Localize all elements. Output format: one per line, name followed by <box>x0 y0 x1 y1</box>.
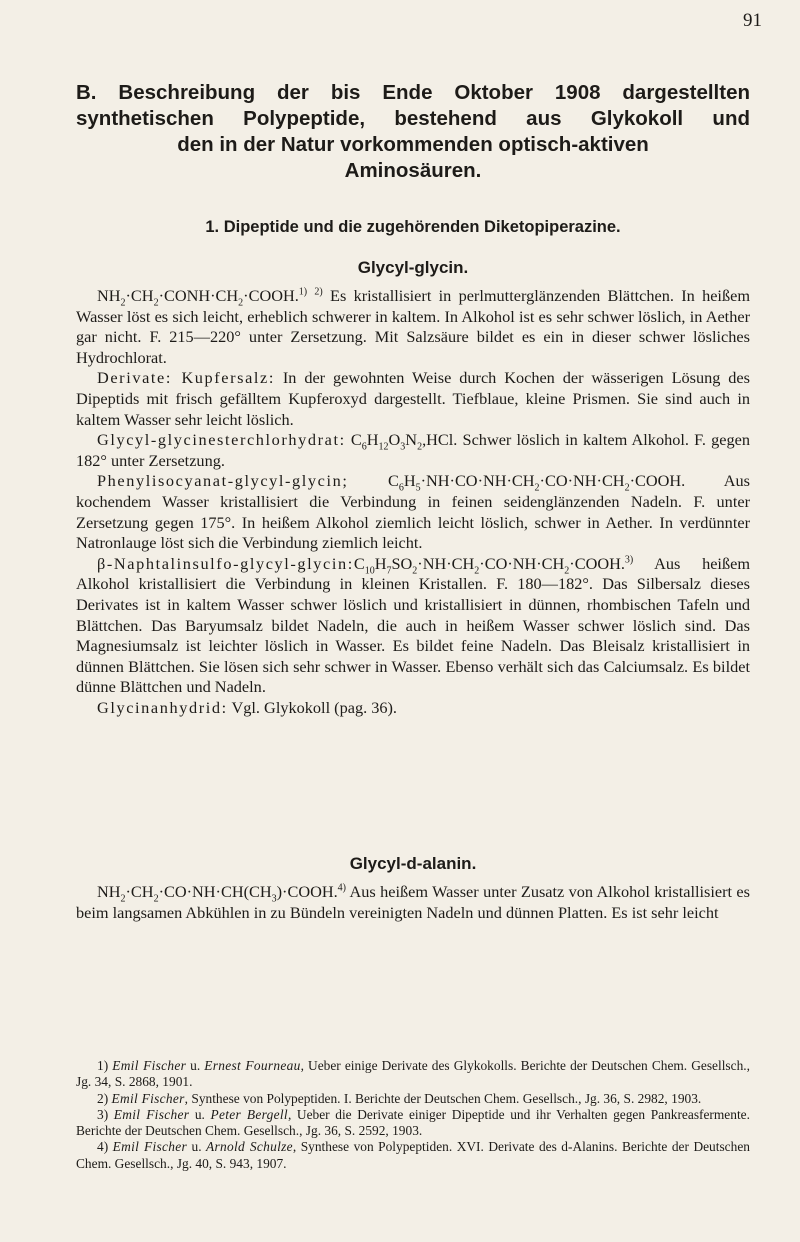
footnote-ref: 3) <box>624 554 634 566</box>
section-title-line: B. Beschreibung der bis Ende Oktober 1908 dargestellten <box>76 81 750 104</box>
subsection-title: 1. Dipeptide und die zugehörenden Diketopiperazine. <box>205 218 621 236</box>
paragraph-naphtalinsulfo: $\beta-Naphtalinsulfo-glycyl-glycin:C_{10}H_7SO_2\cdot NH\cdot CH_2\cdot CO\cdot NH\cdot CH_2\cdot COOH.^{3)}$ Aus heißem Alkohol kristallisiert die Verbindung in kleinen Kristallen. F. 180—182°. Das Silbersalz dieses Derivates ist in kaltem Wasser schwer löslich und kristallisiert in dünnen, rhombischen Tafeln und Blättchen. Das Baryumsalz bildet Nadeln, die auch in heißem Wasser schwer löslich sind. Das Magnesiumsalz ist leichter löslich in Wasser. Es bildet feine Nadeln. Das Bleisalz kristallisiert in dünnen Blättchen. Sie lösen sich sehr schwer in Wasser. Ebenso verhält sich das Calciumsalz. Es bildet dünne Blättchen und Nadeln. <box>76 553 750 697</box>
section-title-line: den in der Natur vorkommenden optisch-aktiven <box>177 133 649 156</box>
compound-title-glycyl-glycin: Glycyl-glycin. <box>357 258 469 277</box>
footnote: 4) Emil Fischer u. Arnold Schulze, Synthese von Polypeptiden. XVI. Derivate des d-Alanins. Berichte der Deutschen Chem. Gesellsch., Jg. 40, S. 943, 1907. <box>76 1139 750 1171</box>
paragraph-glycyl-alanin: $NH_2\cdot CH_2\cdot CO\cdot NH\cdot CH(CH_3)\cdot COOH.^{4)}$ Aus heißem Wasser unter Zusatz von Alkohol kristallisiert es beim langsamen Abkühlen in zu Bündeln vereinigten Nadeln und dünnen Platten. Es ist sehr leicht <box>76 882 750 922</box>
footnote-ref: 1) <box>298 286 308 298</box>
compound-title-glycyl-d-alanin: Glycyl-d-alanin. <box>349 854 477 873</box>
paragraph-phenylisocyanat: Phenylisocyanat-glycyl-glycin; $C_6H_5\cdot NH\cdot CO\cdot NH\cdot CH_2\cdot CO\cdot NH\cdot CH_2\cdot COOH$. Aus kochendem Wasser kristallisiert die Verbindung in feinen seidenglänzenden Nadeln. F. unter Zersetzung gegen 175°. In heißem Alkohol ziemlich leicht löslich, schwer in Aether. In verdünnter Natronlauge löst sich die Verbindung ziemlich leicht. <box>76 471 751 553</box>
section-title <box>76 80 750 184</box>
section-title-line: synthetischen Polypeptide, bestehend aus Glykokoll und <box>76 107 750 130</box>
footnote-ref: 2) <box>314 286 323 298</box>
glycyl-alanin-text <box>76 882 750 923</box>
glycyl-glycin-text <box>76 286 750 718</box>
page-number: 91 <box>743 10 762 31</box>
paragraph-derivate: Derivate: Kupfersalz: In der gewohnten Weise durch Kochen der wässerigen Lösung des Dipeptids mit frisch gefälltem Kupferoxyd dargestellt. Tiefblaue, kleine Prismen. Sie sind auch in kaltem Wasser sehr leicht löslich. <box>76 368 750 429</box>
footnote: 3) Emil Fischer u. Peter Bergell, Ueber die Derivate einiger Dipeptide und ihr Verhalten gegen Pankreasfermente. Berichte der Deutschen Chem. Gesellsch., Jg. 36, S. 2592, 1903. <box>76 1106 750 1139</box>
paragraph-intro: $NH_2\cdot CH_2\cdot CONH\cdot CH_2\cdot COOH.^{1)}$ $^{2)}$ Es kristallisiert in perlmutterglänzenden Blättchen. In heißem Wasser löst es sich leicht, erheblich schwerer in kaltem. In Alkohol ist es sehr schwer löslich, in Aether gar nicht. F. 215—220° unter Zersetzung. Mit Salzsäure bildet es ein in dieser schwer lösliches Hydrochlorat. <box>76 286 750 367</box>
paragraph-ester: Glycyl-glycinesterchlorhydrat: $C_6H_{12}O_3N_2,HCl$. Schwer löslich in kaltem Alkohol. F. gegen 182° unter Zersetzung. <box>76 430 750 470</box>
footnotes <box>76 1058 750 1172</box>
section-title-line: Aminosäuren. <box>344 159 482 182</box>
footnote: 2) Emil Fischer, Synthese von Polypeptiden. I. Berichte der Deutschen Chem. Gesellsch., Jg. 36, S. 2982, 1903. <box>97 1090 702 1106</box>
footnote: 1) Emil Fischer u. Ernest Fourneau, Ueber einige Derivate des Glykokolls. Berichte der Deutschen Chem. Gesellsch., Jg. 34, S. 2868, 1901. <box>76 1058 750 1090</box>
paragraph-glycinanhydrid: Glycinanhydrid: Vgl. Glykokoll (pag. 36). <box>97 697 398 717</box>
footnote-ref: 4) <box>337 882 347 894</box>
